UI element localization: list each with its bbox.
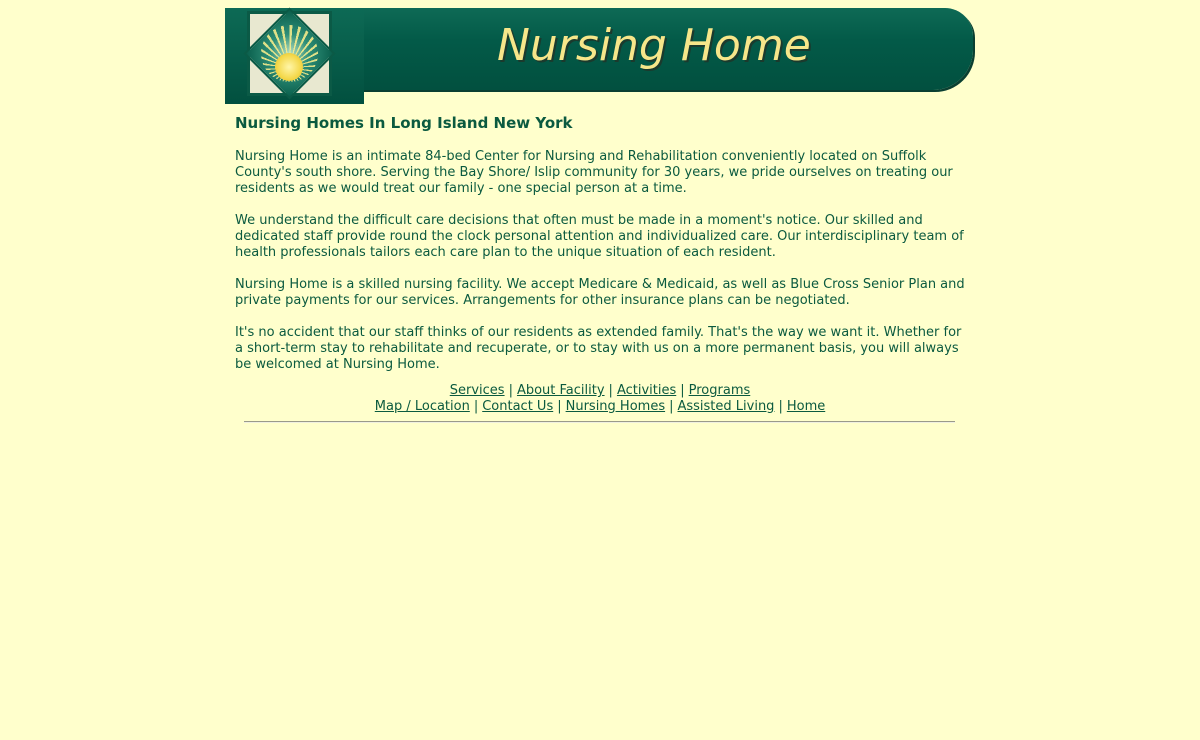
main-content [235, 114, 970, 415]
nav-link-programs[interactable]: Programs [688, 383, 751, 398]
nav-separator: | [608, 383, 613, 398]
site-banner [225, 8, 975, 104]
nav-link-home[interactable]: Home [786, 399, 826, 414]
intro-paragraph: Nursing Home is an intimate 84-bed Center for Nursing and Rehabilitation conveniently located on Suffolk County's south shore. Serving the Bay Shore/ Islip community for 30 years, we pride ourselves on treating our residents as we would treat our family - one special person at a time. [235, 149, 953, 196]
nav-separator: | [778, 399, 783, 414]
sunburst-diamond-logo-icon [247, 11, 332, 96]
logo-sun [275, 53, 303, 81]
nav-link-map-location[interactable]: Map / Location [374, 399, 470, 414]
footer-nav [235, 383, 965, 415]
nav-link-contact-us[interactable]: Contact Us [482, 399, 554, 414]
nav-separator: | [557, 399, 562, 414]
nav-link-services[interactable]: Services [449, 383, 505, 398]
nav-link-about-facility[interactable]: About Facility [516, 383, 605, 398]
footer-divider [244, 421, 955, 423]
nav-separator: | [669, 399, 674, 414]
nav-separator: | [473, 399, 479, 414]
footer-nav-row-2 [235, 399, 965, 415]
nav-separator: | [680, 383, 685, 398]
page-heading: Nursing Homes In Long Island New York [235, 114, 573, 132]
banner-logo-panel [225, 8, 364, 104]
care-paragraph: We understand the difficult care decisions that often must be made in a moment's notice. Our skilled and dedicated staff provide round the clock personal attention and individualized care. Our interdisciplinary team of health professionals tailors each care plan to the unique situation of each resident. [235, 213, 964, 260]
nav-link-assisted-living[interactable]: Assisted Living [677, 399, 775, 414]
footer-nav-row-1 [235, 383, 965, 399]
nav-link-activities[interactable]: Activities [616, 383, 677, 398]
family-paragraph: It's no accident that our staff thinks of our residents as extended family. That's the way we want it. Whether for a short-term stay to rehabilitate and recuperate, or to stay with us on a more permanent basis, you will always be welcomed at Nursing Home. [235, 325, 962, 372]
payment-paragraph: Nursing Home is a skilled nursing facility. We accept Medicare & Medicaid, as well as Blue Cross Senior Plan and private payments for our services. Arrangements for other insurance plans can be negotiated. [235, 277, 965, 308]
nav-separator: | [508, 383, 513, 398]
site-title: Nursing Home [497, 20, 811, 71]
nav-link-nursing-homes[interactable]: Nursing Homes [565, 399, 666, 414]
